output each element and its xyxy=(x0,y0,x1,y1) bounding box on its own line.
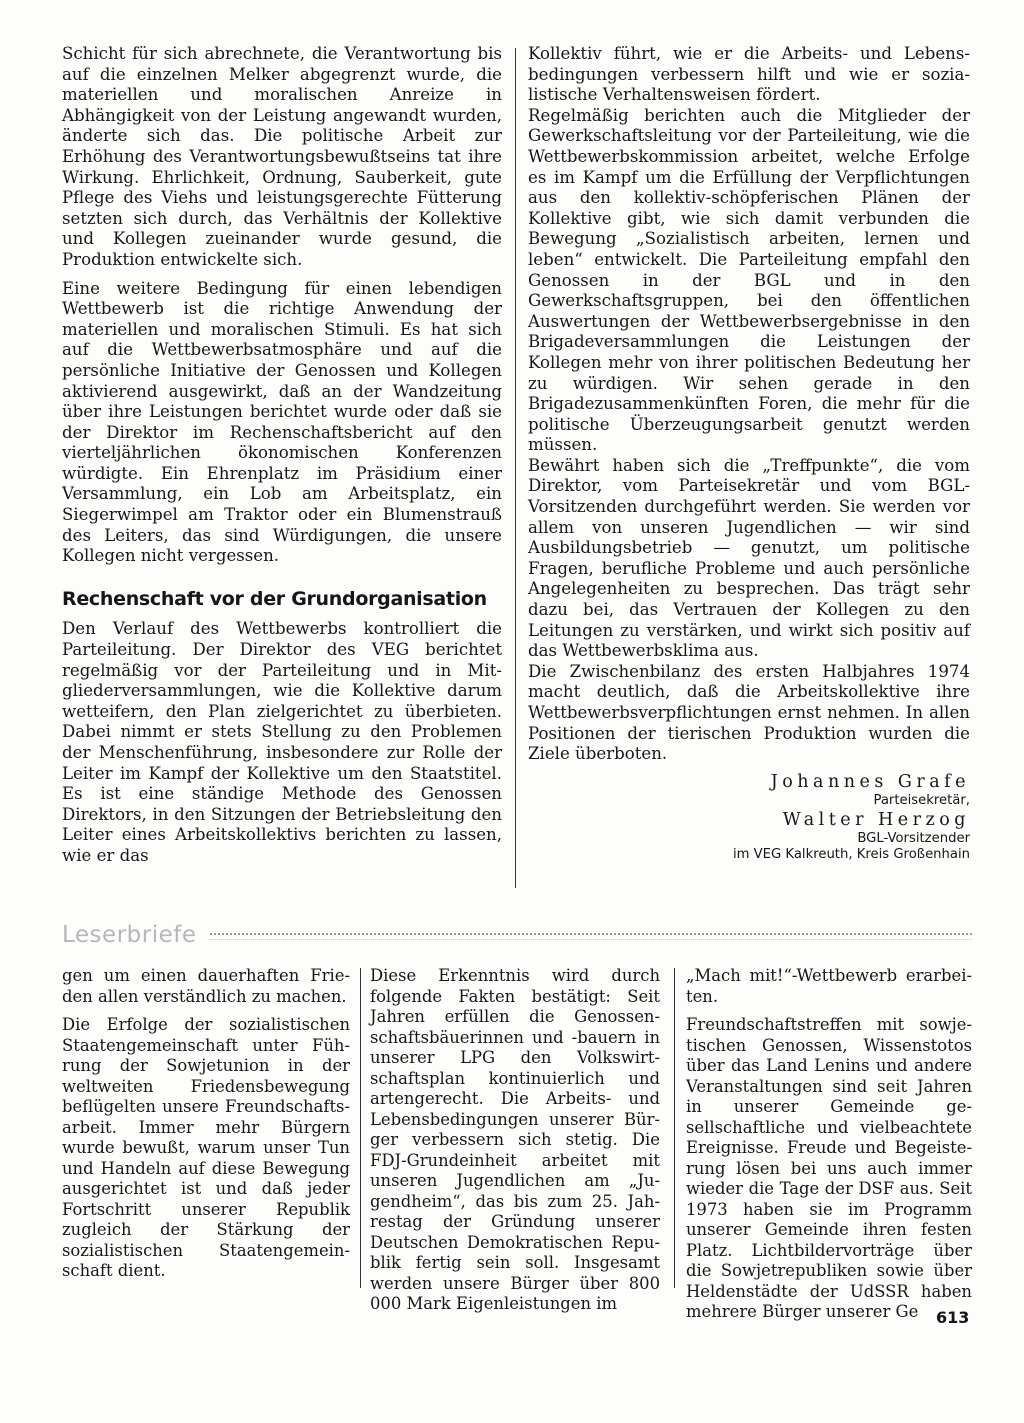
section-heading: Rechenschaft vor der Grundorganisation xyxy=(62,587,487,610)
paragraph: Diese Erkenntnis wird durch folgende Fakten bestätigt: Seit Jahren erfüllen die Genossenschaftsbäuerinnen und -bauern in unserer LPG den Volkswirtschaftsplan kontinuierlich und artengerecht. Die Arbeits- und Lebensbedingungen unserer Bürger verbessern sich stetig. Die FDJ-Grundeinheit arbeitet mit unseren Jugendlichen am „Jugendheim“, das bis zum 25. Jahrestag der Gründung unserer Deutschen Demokratischen Republik fertig sein soll. Insgesamt werden unsere Bürger über 800 000 Mark Eigenleistungen im xyxy=(370,966,660,1313)
paragraph: Freundschaftstreffen mit sowjetischen Genossen, Wissenstotos über das Land Lenins und andere Veranstaltungen sind seit Jahren in unserer Gemeinde gesellschaftliche und vielbeachtete Ereignisse. Freude und Begeisterung lösen bei uns auch immer wieder die Tage der DSF aus. Seit 1973 haben sie im Programm unserer Gemeinde ihren festen Platz. Lichtbildervorträge über die Sowjetrepubliken sowie über Heldenstädte der UdSSR haben mehrere Bürger unserer Ge xyxy=(686,1015,972,1321)
signature-name: Johannes Grafe xyxy=(770,771,970,792)
signature-role: BGL-Vorsitzender xyxy=(857,830,970,846)
signature-name: Walter Herzog xyxy=(782,809,970,830)
paragraph: Kollektiv führt, wie er die Arbeits- und Lebensbedingungen verbessern hilft und wie er sozialistische Verhaltensweisen fördert. xyxy=(528,44,970,105)
page-number: 613 xyxy=(936,1308,970,1327)
signature-place: im VEG Kalkreuth, Kreis Großenhain xyxy=(732,846,970,862)
paragraph: Schicht für sich abrechnete, die Verantwortung bis auf die einzelnen Melker abgegrenzt wurde, die materiellen und moralischen Anreize in Abhängigkeit von der Leistung angewandt wurden, änderte sich das. Die politische Arbeit zur Erhöhung des Verantwortungsbewußtseins tat ihre Wirkung. Ehrlichkeit, Ordnung, Sauberkeit, gute Pflege des Viehs und leistungsgerechte Fütterung setzten sich durch, das Verhältnis der Kollektive und Kollegen zueinander wurde gesund, die Produktion entwickelte sich. xyxy=(62,44,502,269)
column-divider xyxy=(674,968,675,1288)
paragraph: Bewährt haben sich die „Treffpunkte“, die vom Direktor, vom Parteisekretär und vom BGL-Vorsitzenden durchgeführt werden. Sie werden vor allem von unseren Jugendlichen — wir sind Ausbildungsbetrieb — genutzt, um politische Fragen, berufliche Probleme und auch persönliche Angelegenheiten zu besprechen. Das trägt sehr dazu bei, das Vertrauen der Kollegen zu den Leitungen zu verstärken, und wirkt sich positiv auf das Wettbewerbsklima aus. xyxy=(528,455,970,661)
letter-column-2 xyxy=(370,966,660,1323)
column-divider xyxy=(360,968,361,1288)
paragraph: Die Erfolge der sozialistischen Staatengemeinschaft unter Führung der Sowjetunion in der weltweiten Friedensbewegung beflügelten unsere Freundschaftsarbeit. Immer mehr Bürgern wurde bewußt, warum unser Tun und Handeln auf diese Bewegung ausgerichtet ist und daß jeder Fortschritt unserer Republik zugleich der Stärkung der sozialistischen Staatengemeinschaft dient. xyxy=(62,1015,350,1280)
paragraph: Den Verlauf des Wettbewerbs kontrolliert die Parteileitung. Der Direktor des VEG berichtet regelmäßig vor der Parteileitung und in Mitgliederversammlungen, wie die Kollektive darum wetteifern, den Plan zielgerichtet zu überbieten. Dabei nimmt er stets Stellung zu den Problemen der Menschenführung, insbesondere zur Rolle der Leiter im Kampf der Kollektive um den Staatstitel. Es ist eine ständige Methode des Genossen Direktors, in den Sitzungen der Betriebsleitung den Leiter eines Arbeitskollektivs berichten zu lassen, wie er das xyxy=(62,619,502,865)
article-column-right xyxy=(528,44,970,863)
column-divider xyxy=(515,48,516,888)
paragraph: gen um einen dauerhaften Frieden allen verständlich zu machen. xyxy=(62,966,350,1006)
section-divider xyxy=(210,933,972,940)
paragraph: Eine weitere Bedingung für einen lebendigen Wettbewerb ist die richtige Anwendung der materiellen und moralischen Stimuli. Es hat sich auf die Wettbewerbsatmosphäre und auf die persönliche Initiative der Genossen und Kollegen aktivierend ausgewirkt, daß an der Wandzeitung über ihre Leistungen berichtet wurde oder daß sie der Direktor im Rechenschaftsbericht auf den vierteljährlichen ökonomischen Konferenzen würdigte. Ein Ehrenplatz im Präsidium einer Versammlung, ein Lob am Arbeitsplatz, ein Siegerwimpel am Traktor oder ein Blumenstrauß des Leiters, das sind Würdigungen, die unsere Kollegen nicht vergessen. xyxy=(62,278,502,566)
signature-block xyxy=(528,771,970,863)
paragraph: Die Zwischenbilanz des ersten Halbjahres 1974 macht deutlich, daß die Arbeitskollektive ihre Wettbewerbsverpflichtungen ernst nehmen. In allen Positionen der tierischen Produktion wurden die Ziele überboten. xyxy=(528,661,970,764)
paragraph: Regelmäßig berichten auch die Mitglieder der Gewerkschaftsleitung vor der Parteileitung, wie die Wettbewerbskommission arbeitet, welche Erfolge es im Kampf um die Erfüllung der Verpflichtungen aus den kollektiv-schöpferischen Plänen der Kollektive gibt, wie sich damit verbunden die Bewegung „Sozialistisch arbeiten, lernen und leben“ entwickelt. Die Parteileitung empfahl den Genossen in der BGL und in den Gewerkschaftsgruppen, bei den öffentlichen Auswertungen der Wettbewerbsergebnisse in den Brigadeversammlungen die Leistungen der Kollegen mehr von ihrer politischen Bedeutung her zu würdigen. Wir sehen gerade in den Brigadezusammenkünften Foren, die mehr für die politische Überzeugungsarbeit genutzt werden müssen. xyxy=(528,105,970,455)
signature-role: Parteisekretär, xyxy=(873,792,970,808)
letter-column-3 xyxy=(686,966,972,1331)
letter-column-1 xyxy=(62,966,350,1290)
paragraph: „Mach mit!“-Wettbewerb erarbeiten. xyxy=(686,966,972,1006)
article-column-left xyxy=(62,44,502,875)
section-label: Leserbriefe xyxy=(62,922,197,948)
